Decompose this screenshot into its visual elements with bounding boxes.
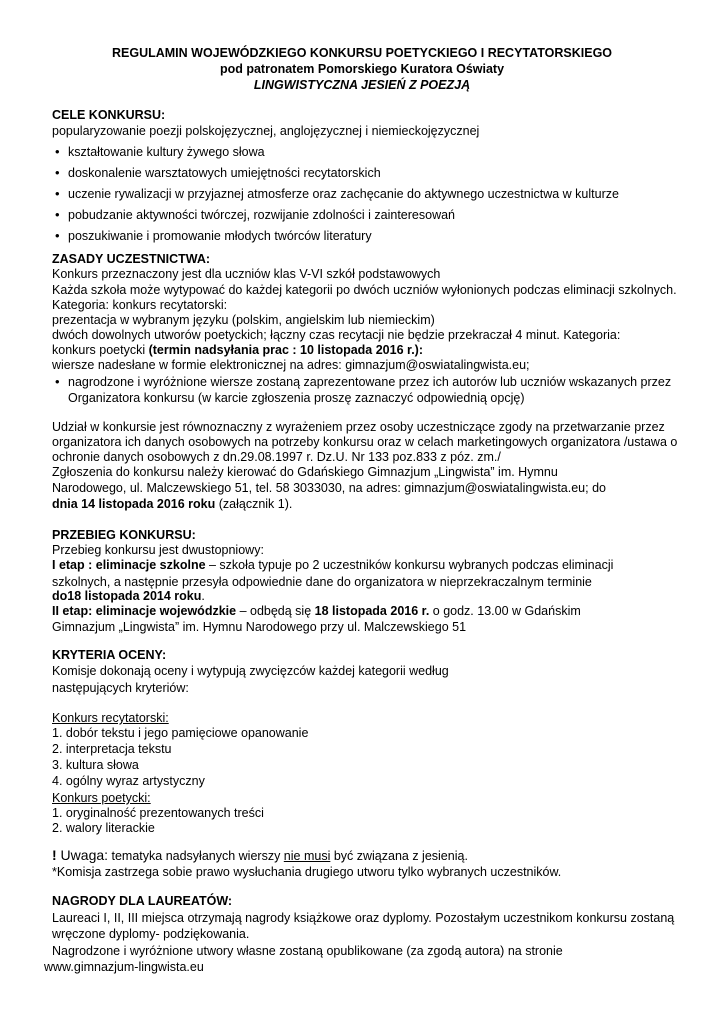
underlined-text: nie musi: [283, 849, 331, 863]
paragraph-line: Narodowego, ul. Malczewskiego 51, tel. 58 3033030, na adres: gimnazjum@oswiatalingwista.eu; do: [52, 481, 606, 495]
bullet-icon: •: [55, 186, 60, 201]
website-url: www.gimnazjum-lingwista.eu: [44, 960, 204, 974]
list-item: doskonalenie warsztatowych umiejętności recytatorskich: [68, 166, 381, 180]
bullet-icon: •: [55, 374, 60, 389]
bullet-icon: •: [55, 228, 60, 243]
przebieg-line: Gimnazjum „Lingwista” im. Hymnu Narodowego przy ul. Malczewskiego 51: [52, 620, 467, 634]
przebieg-line: [52, 575, 592, 589]
cele-intro: popularyzowanie poezji polskojęzycznej, anglojęzycznej i niemieckojęzycznej: [52, 124, 480, 138]
text-span: terminie: [543, 575, 592, 589]
przebieg-line: [52, 558, 613, 572]
nagrody-line: Nagrodzone i wyróżnione utwory własne zostaną opublikowane (za zgodą autora) na stronie: [52, 944, 563, 958]
text-span: – szkoła typuje po 2 uczestników konkursu wybranych podczas eliminacji: [205, 558, 614, 572]
stage-1-label: I etap : eliminacje szkolne: [52, 558, 206, 572]
text-span: – odbędą się: [236, 604, 315, 618]
zasady-line: Konkurs przeznaczony jest dla uczniów klas V-VI szkół podstawowych: [52, 267, 441, 281]
nagrody-line: wręczone dyplomy- podziękowania.: [52, 927, 250, 941]
section-zasady-title: ZASADY UCZESTNICTWA:: [52, 252, 211, 266]
kryteria-line: Komisje dokonają oceny i wytypują zwycięzców każdej kategorii według: [52, 664, 449, 678]
section-nagrody-title: NAGRODY DLA LAUREATÓW:: [52, 894, 233, 908]
text-span: konkurs poetycki: [52, 343, 149, 357]
paragraph-line: ochronie danych osobowych z dn.29.08.1997 r. Dz.U. Nr 133 poz.833 z póz. zm./: [52, 450, 501, 464]
zasady-line: Każda szkoła może wytypować do każdej kategorii po dwóch uczniów wyłonionych podczas eliminacji szkolnych.: [52, 283, 677, 297]
list-item-continuation: Organizatora konkursu (w karcie zgłoszenia proszę zaznaczyć odpowiednią opcję): [68, 391, 525, 405]
title-line-1: REGULAMIN WOJEWÓDZKIEGO KONKURSU POETYCKIEGO I RECYTATORSKIEGO: [111, 46, 613, 60]
kryteria-line: następujących kryteriów:: [52, 681, 189, 695]
list-item: kształtowanie kultury żywego słowa: [68, 145, 265, 159]
text-span: tematyka nadsyłanych wierszy: [108, 849, 284, 863]
bullet-icon: •: [55, 207, 60, 222]
bullet-icon: •: [55, 165, 60, 180]
list-item: 1. dobór tekstu i jego pamięciowe opanowanie: [52, 726, 309, 740]
list-item: 2. walory literackie: [52, 821, 155, 835]
section-cele-title: CELE KONKURSU:: [52, 108, 166, 122]
list-item: pobudzanie aktywności twórczej, rozwijanie zdolności i zainteresowań: [68, 208, 455, 222]
title-line-2: pod patronatem Pomorskiego Kuratora Oświaty: [219, 62, 505, 76]
paragraph-line: Udział w konkursie jest równoznaczny z wyrażeniem przez osoby uczestniczące zgody na przetwarzanie przez: [52, 420, 665, 434]
list-item: 3. kultura słowa: [52, 758, 139, 772]
title-line-3: LINGWISTYCZNA JESIEŃ Z POEZJĄ: [253, 78, 471, 92]
text-span: (załącznik 1).: [215, 497, 293, 511]
section-przebieg-title: PRZEBIEG KONKURSU:: [52, 528, 196, 542]
zasady-line: wiersze nadesłane w formie elektronicznej na adres: gimnazjum@oswiatalingwista.eu;: [52, 358, 530, 372]
stage-1-deadline: do18 listopada 2014 roku: [52, 589, 202, 603]
note-label: Uwaga:: [56, 847, 109, 863]
deadline-text: (termin nadsyłania prac : 10 listopada 2016 r.):: [148, 343, 423, 357]
zasady-line: Kategoria: konkurs recytatorski:: [52, 298, 228, 312]
poetry-criteria-title: Konkurs poetycki:: [52, 791, 151, 805]
list-item: 4. ogólny wyraz artystyczny: [52, 774, 205, 788]
zasady-line: dwóch dowolnych utworów poetyckich; łączny czas recytacji nie będzie przekraczał 4 minut. Kategoria:: [52, 328, 621, 342]
paragraph-line: Zgłoszenia do konkursu należy kierować do Gdańskiego Gimnazjum „Lingwista” im. Hymnu: [52, 465, 558, 479]
stage-2-date: 18 listopada 2016 r.: [314, 604, 430, 618]
paragraph-line: organizatora ich danych osobowych na potrzeby konkursu oraz w celach marketingowych organizatora /ustawa o: [52, 435, 678, 449]
text-span: o godz. 13.00 w Gdańskim: [429, 604, 581, 618]
list-item: uczenie rywalizacji w przyjaznej atmosferze oraz zachęcanie do aktywnego uczestnictwa w kulturze: [68, 187, 619, 201]
list-item: 1. oryginalność prezentowanych treści: [52, 806, 264, 820]
deadline-text: dnia 14 listopada 2016 roku: [52, 497, 216, 511]
committee-note: *Komisja zastrzega sobie prawo wysłuchania drugiego utworu tylko wybranych uczestników.: [52, 865, 562, 879]
text-span: szkolnych, a następnie przesyła odpowiednie dane do organizatora w nieprzekraczalnym: [52, 575, 544, 589]
list-item: poszukiwanie i promowanie młodych twórców literatury: [68, 229, 372, 243]
text-span: .: [201, 589, 205, 603]
zasady-line: prezentacja w wybranym języku (polskim, angielskim lub niemieckim): [52, 313, 435, 327]
section-kryteria-title: KRYTERIA OCENY:: [52, 648, 167, 662]
nagrody-line: Laureaci I, II, III miejsca otrzymają nagrody książkowe oraz dyplomy. Pozostałym uczestnikom konkursu zostaną: [52, 911, 675, 925]
paragraph-line: [52, 497, 292, 511]
stage-2-label: II etap: eliminacje wojewódzkie: [52, 604, 237, 618]
przebieg-line: [52, 589, 205, 603]
text-span: być związana z jesienią.: [330, 849, 468, 863]
zasady-line: [52, 343, 423, 357]
note-line: [52, 848, 468, 863]
bullet-icon: •: [55, 144, 60, 159]
przebieg-line: [52, 604, 581, 618]
recitation-criteria-title: Konkurs recytatorski:: [52, 711, 169, 725]
list-item: 2. interpretacja tekstu: [52, 742, 172, 756]
list-item: nagrodzone i wyróżnione wiersze zostaną zaprezentowane przez ich autorów lub uczniów wskazanych przez: [68, 375, 672, 389]
przebieg-line: Przebieg konkursu jest dwustopniowy:: [52, 543, 264, 557]
exclamation-icon: !: [52, 847, 57, 863]
